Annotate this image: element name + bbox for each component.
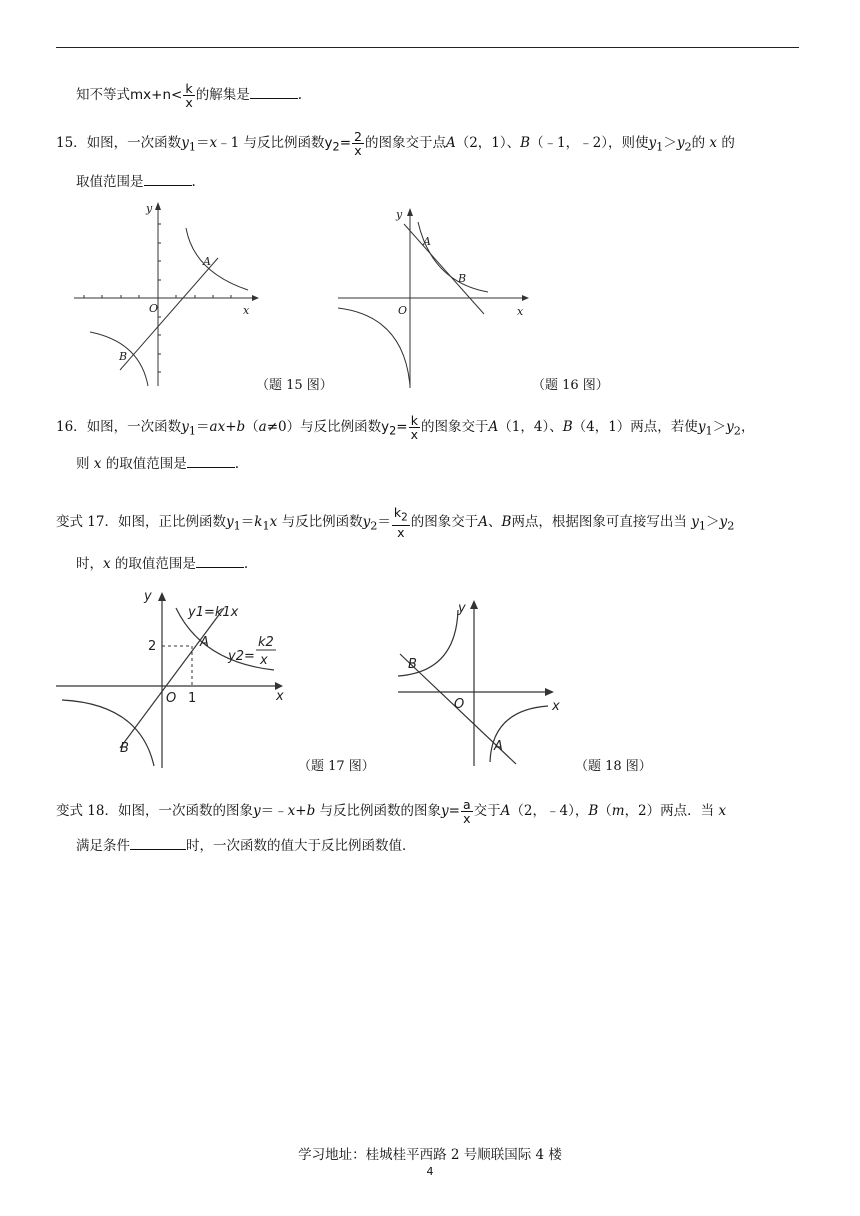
q17-frac-num	[392, 506, 410, 526]
q16-text: ＝	[196, 419, 210, 435]
x-axis-label: x	[517, 305, 524, 318]
q15-var: x	[209, 135, 218, 151]
q16-end: .	[234, 456, 240, 472]
y-axis-label: y	[144, 589, 152, 604]
q18-var: x	[287, 803, 296, 819]
tick-label-x: 1	[188, 691, 197, 706]
q18-text: =	[448, 803, 460, 819]
q17-var: y	[362, 513, 371, 530]
q16-var: y	[381, 419, 390, 435]
q18-fraction	[461, 798, 473, 825]
q15-text: （﹣1，﹣2），则使	[530, 135, 649, 151]
q18-text: 与反比例函数的图象	[319, 803, 442, 819]
q15-end: .	[191, 174, 196, 190]
q16-var: b	[236, 419, 246, 435]
q17-point: B	[501, 513, 512, 530]
point-a-label: A	[200, 635, 209, 650]
q16-fraction	[409, 414, 420, 441]
q17-sub: 1	[233, 519, 241, 533]
q17-text: 两点，根据图象可直接写出当	[511, 513, 687, 530]
q18-text: +	[295, 803, 307, 819]
x-axis-arrow	[545, 688, 554, 696]
q14-prefix: 知不等式	[76, 87, 130, 103]
q15-text: （2，1）、	[455, 135, 521, 151]
q17-frac-den: x	[397, 524, 405, 540]
q17-text: 、	[488, 513, 502, 530]
q17-sub: 2	[370, 519, 378, 533]
q18-var: y	[252, 803, 261, 819]
line-y1	[120, 258, 218, 370]
q17-var: k	[254, 513, 263, 530]
q14-fraction	[183, 82, 194, 109]
point-b-label: B	[120, 741, 129, 756]
q18-text: ＝﹣	[260, 803, 288, 819]
question-15-line2	[76, 172, 196, 192]
q15-sub: 2	[684, 140, 692, 154]
q16-text: 则	[76, 456, 90, 472]
q17-text: ＝	[240, 513, 255, 530]
figure-15	[70, 198, 260, 390]
q15-text: ﹣1 与反比例函数	[217, 135, 325, 151]
q18-text: ，2）两点．当	[624, 803, 715, 819]
q17-var: x	[269, 513, 278, 530]
answer-blank	[250, 86, 298, 99]
q18-point: A	[500, 803, 511, 819]
q14-frac-den: x	[185, 95, 193, 110]
q16-point: B	[562, 419, 573, 435]
q16-var: y	[697, 419, 706, 435]
q15-text: =	[339, 135, 351, 151]
point-a-label: A	[423, 235, 431, 248]
q16-sub: 2	[389, 424, 397, 438]
q16-text: +	[225, 419, 237, 435]
q15-text: 的	[721, 135, 735, 151]
answer-blank	[187, 455, 235, 468]
question-14-tail	[76, 82, 302, 109]
y-axis-arrow	[155, 202, 161, 210]
q16-var: y	[726, 419, 734, 435]
q17-sub: 1	[262, 519, 270, 533]
x-axis-label: x	[276, 689, 284, 704]
q15-var: y	[324, 135, 333, 151]
q17-frac-num-k: k	[393, 505, 402, 520]
q16-var: a	[258, 419, 267, 435]
y-axis-arrow	[158, 592, 166, 601]
q17-text: ＞	[706, 513, 720, 530]
figure-18	[394, 592, 574, 768]
question-18	[56, 798, 726, 825]
hyperbola-branch-1	[398, 610, 458, 676]
q16-var: y	[181, 419, 189, 435]
figure-16-caption: （题 16 图）	[532, 378, 609, 393]
q17-var: y	[225, 513, 234, 530]
q16-text: 如图，一次函数	[86, 419, 182, 435]
q17-text: 的取值范围是	[114, 556, 196, 572]
q18-point: B	[588, 803, 599, 819]
q16-text: ＞	[712, 419, 727, 435]
curve-equation-label: y2=	[228, 649, 255, 664]
line-y1	[120, 608, 224, 748]
y-axis-label: y	[396, 208, 403, 221]
q16-var: x	[217, 419, 226, 435]
point-a-label: A	[203, 255, 211, 268]
q15-var: y	[676, 135, 685, 151]
q16-sub: 1	[188, 424, 196, 438]
q16-sub: 2	[733, 424, 741, 438]
question-17-line2	[76, 554, 248, 574]
q18-frac-num: a	[462, 797, 471, 812]
q18-text: （	[598, 803, 612, 819]
origin-label: O	[398, 304, 408, 317]
figure-17	[54, 586, 294, 770]
q17-end: .	[243, 556, 249, 572]
q16-frac-den: x	[410, 427, 419, 442]
q17-text: 与反比例函数	[281, 513, 363, 530]
q18-var: y	[441, 803, 449, 819]
q18-var: x	[718, 803, 727, 819]
q15-fraction	[352, 130, 364, 157]
q16-point: A	[488, 419, 499, 435]
q16-number: 16．	[56, 419, 87, 435]
q16-text: （	[245, 419, 259, 435]
curve-equation-numerator: k2	[258, 635, 274, 650]
q17-fraction	[392, 506, 410, 539]
answer-blank	[130, 837, 186, 850]
q18-text: 满足条件	[76, 838, 130, 854]
x-axis-label: x	[552, 699, 560, 714]
q15-frac-num: 2	[354, 129, 362, 144]
origin-label: O	[454, 697, 465, 712]
answer-blank	[144, 173, 192, 186]
q17-var: x	[103, 556, 111, 572]
line-y1	[404, 224, 484, 314]
q16-text: （4，1）两点，若使	[572, 419, 698, 435]
q16-text: （1，4）、	[498, 419, 563, 435]
q15-text: 的图象交于点	[364, 135, 446, 151]
q16-text: 的取值范围是	[105, 456, 187, 472]
q15-var: y	[181, 135, 189, 151]
q15-sub: 1	[188, 140, 196, 154]
q14-end: .	[297, 87, 303, 103]
point-b-label: B	[408, 657, 417, 672]
y-axis-label: y	[458, 601, 466, 616]
y-axis-arrow	[407, 208, 413, 216]
q15-point: A	[445, 135, 456, 151]
point-a-label: A	[494, 739, 503, 754]
q16-sub: 1	[705, 424, 713, 438]
q16-text: =	[396, 419, 408, 435]
page-number: 4	[426, 1165, 434, 1178]
y-axis-label: y	[146, 202, 153, 215]
origin-label: O	[149, 302, 159, 315]
q18-text: 交于	[473, 803, 501, 819]
figure-17-caption: （题 17 图）	[298, 759, 375, 774]
q18-frac-den: x	[463, 811, 471, 826]
y-axis-arrow	[470, 600, 478, 609]
q18-text: 变式 18．如图，一次函数的图象	[56, 803, 253, 819]
hyperbola-branch-2	[62, 700, 154, 766]
q15-text: ＝	[196, 135, 210, 151]
q15-text: ＞	[663, 135, 677, 151]
q14-suffix: 的解集是	[195, 87, 250, 103]
point-b-label: B	[458, 272, 467, 285]
x-axis-arrow	[252, 295, 259, 301]
q15-text: 的	[691, 135, 706, 151]
q17-sub: 1	[698, 519, 707, 533]
q18-var: b	[306, 803, 316, 819]
q16-var: x	[93, 456, 102, 472]
q16-var: a	[209, 419, 218, 435]
q17-text: ＝	[377, 513, 391, 530]
q16-text: ≠0）与反比例函数	[266, 419, 382, 435]
q15-number: 15．	[56, 135, 87, 151]
q17-text: 变式 17．如图，正比例函数	[56, 513, 226, 530]
q17-var: y	[691, 513, 699, 530]
figure-15-caption: （题 15 图）	[256, 378, 333, 393]
q16-text: 的图象交于	[421, 419, 489, 435]
q14-frac-num: k	[183, 82, 194, 96]
q17-sub: 2	[727, 519, 735, 533]
q15-frac-den: x	[354, 143, 362, 158]
q18-text: （2，﹣4），	[510, 803, 589, 819]
q16-text: ，	[740, 419, 755, 435]
hyperbola-branch-2	[338, 308, 410, 386]
x-axis-label: x	[243, 304, 250, 317]
q15-text: 取值范围是	[76, 174, 144, 190]
q17-text: 时，	[76, 556, 103, 572]
origin-label: O	[166, 691, 177, 706]
q18-text: 时，一次函数的值大于反比例函数值．	[186, 838, 416, 854]
question-18-line2	[76, 836, 416, 856]
line-equation-label: y1=k1x	[188, 605, 239, 620]
x-axis-arrow	[522, 295, 529, 301]
q15-sub: 2	[332, 140, 340, 154]
question-17	[56, 506, 734, 539]
q16-frac-num: k	[409, 414, 420, 428]
header-rule	[56, 47, 799, 48]
q15-point: B	[520, 135, 531, 151]
footer-address: 学习地址：桂城桂平西路 2 号顺联国际 4 楼	[298, 1147, 562, 1163]
q15-sub: 1	[656, 140, 664, 154]
figure-16	[332, 202, 532, 392]
q15-text: 如图，一次函数	[86, 135, 182, 151]
hyperbola-branch-1	[418, 222, 488, 292]
point-b-label: B	[119, 350, 128, 363]
q15-var: x	[709, 135, 718, 151]
q17-point: A	[478, 513, 489, 530]
question-15	[56, 130, 735, 158]
figure-18-caption: （题 18 图）	[575, 759, 652, 774]
question-16-line2	[76, 454, 239, 474]
curve-equation-denominator: x	[260, 653, 268, 668]
answer-blank	[196, 555, 244, 568]
question-16	[56, 414, 754, 442]
q18-var: m	[611, 803, 625, 819]
q17-var: y	[719, 513, 728, 530]
q15-var: y	[648, 135, 657, 151]
tick-label-y: 2	[148, 639, 157, 654]
q17-frac-num-sub: 2	[401, 511, 408, 524]
q14-expression: mx+n<	[130, 87, 183, 103]
q17-text: 的图象交于	[410, 513, 479, 530]
